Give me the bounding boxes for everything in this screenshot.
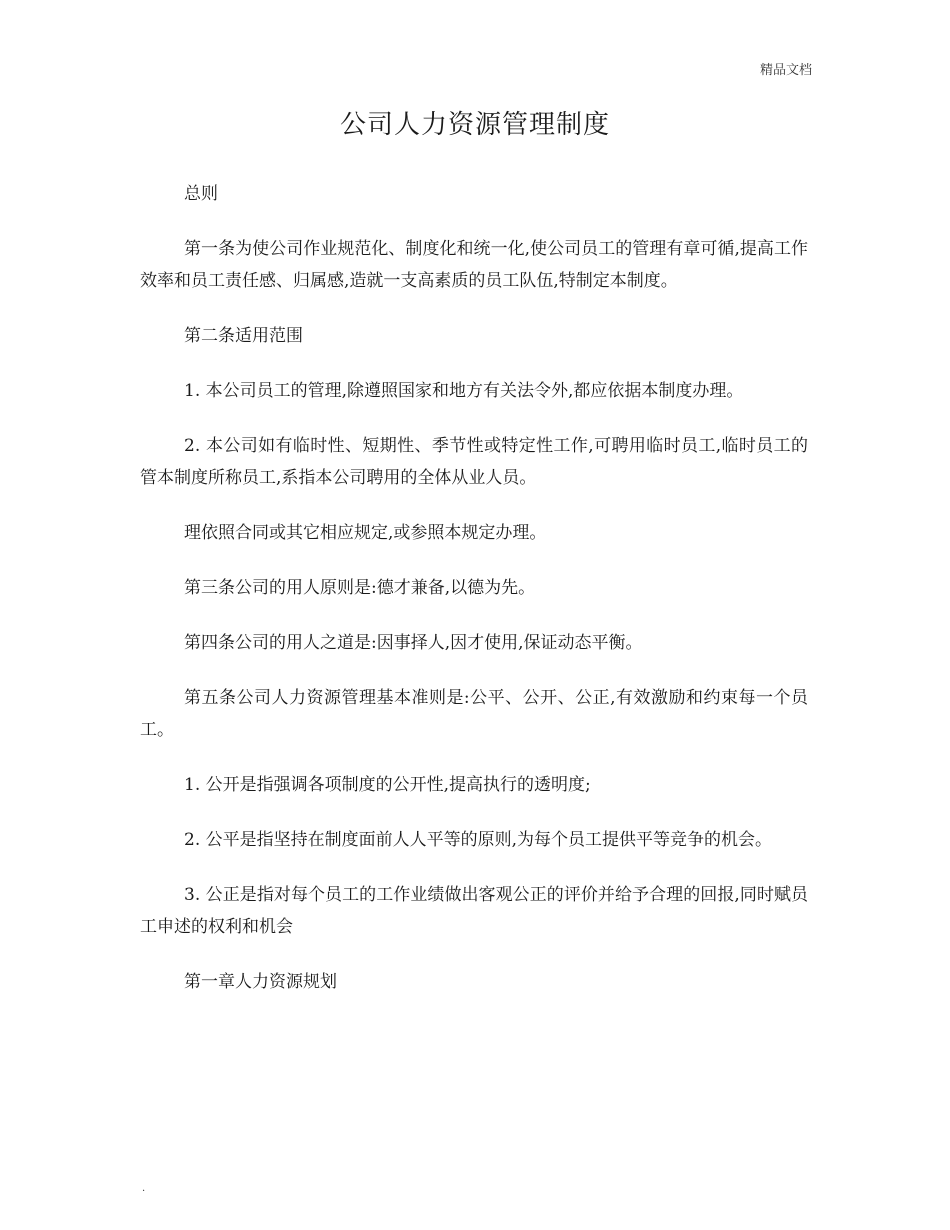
article-2-heading: 第二条适用范围: [184, 326, 303, 346]
article-5: 第五条公司人力资源管理基本准则是:公平、公开、公正,有效激励和约束每一个员工。: [140, 688, 808, 740]
article-2-item-1: 1. 本公司员工的管理,除遵照国家和地方有关法令外,都应依据本制度办理。: [184, 381, 744, 401]
article-2-item-2-continued: 理依照合同或其它相应规定,或参照本规定办理。: [184, 523, 547, 543]
article-4: 第四条公司的用人之道是:因事择人,因才使用,保证动态平衡。: [184, 633, 643, 653]
article-3: 第三条公司的用人原则是:德才兼备,以德为先。: [184, 578, 536, 598]
chapter-1-heading: 第一章人力资源规划: [184, 972, 337, 992]
document-title: 公司人力资源管理制度: [339, 110, 610, 140]
header-label: 精品文档: [759, 63, 812, 78]
footer-mark: .: [142, 1183, 146, 1194]
article-5-item-1: 1. 公开是指强调各项制度的公开性,提高执行的透明度;: [184, 775, 591, 795]
document-body: [140, 178, 808, 1021]
article-1: 第一条为使公司作业规范化、制度化和统一化,使公司员工的管理有章可循,提高工作效率和员工责任感、归属感,造就一支高素质的员工队伍,特制定本制度。: [140, 239, 808, 291]
article-2-item-2: 2. 本公司如有临时性、短期性、季节性或特定性工作,可聘用临时员工,临时员工的管本制度所称员工,系指本公司聘用的全体从业人员。: [140, 436, 808, 488]
article-5-item-3: 3. 公正是指对每个员工的工作业绩做出客观公正的评价并给予合理的回报,同时赋员工申述的权利和机会: [140, 885, 808, 937]
section-heading-general: 总则: [184, 184, 218, 204]
article-5-item-2: 2. 公平是指坚持在制度面前人人平等的原则,为每个员工提供平等竞争的机会。: [184, 830, 773, 850]
